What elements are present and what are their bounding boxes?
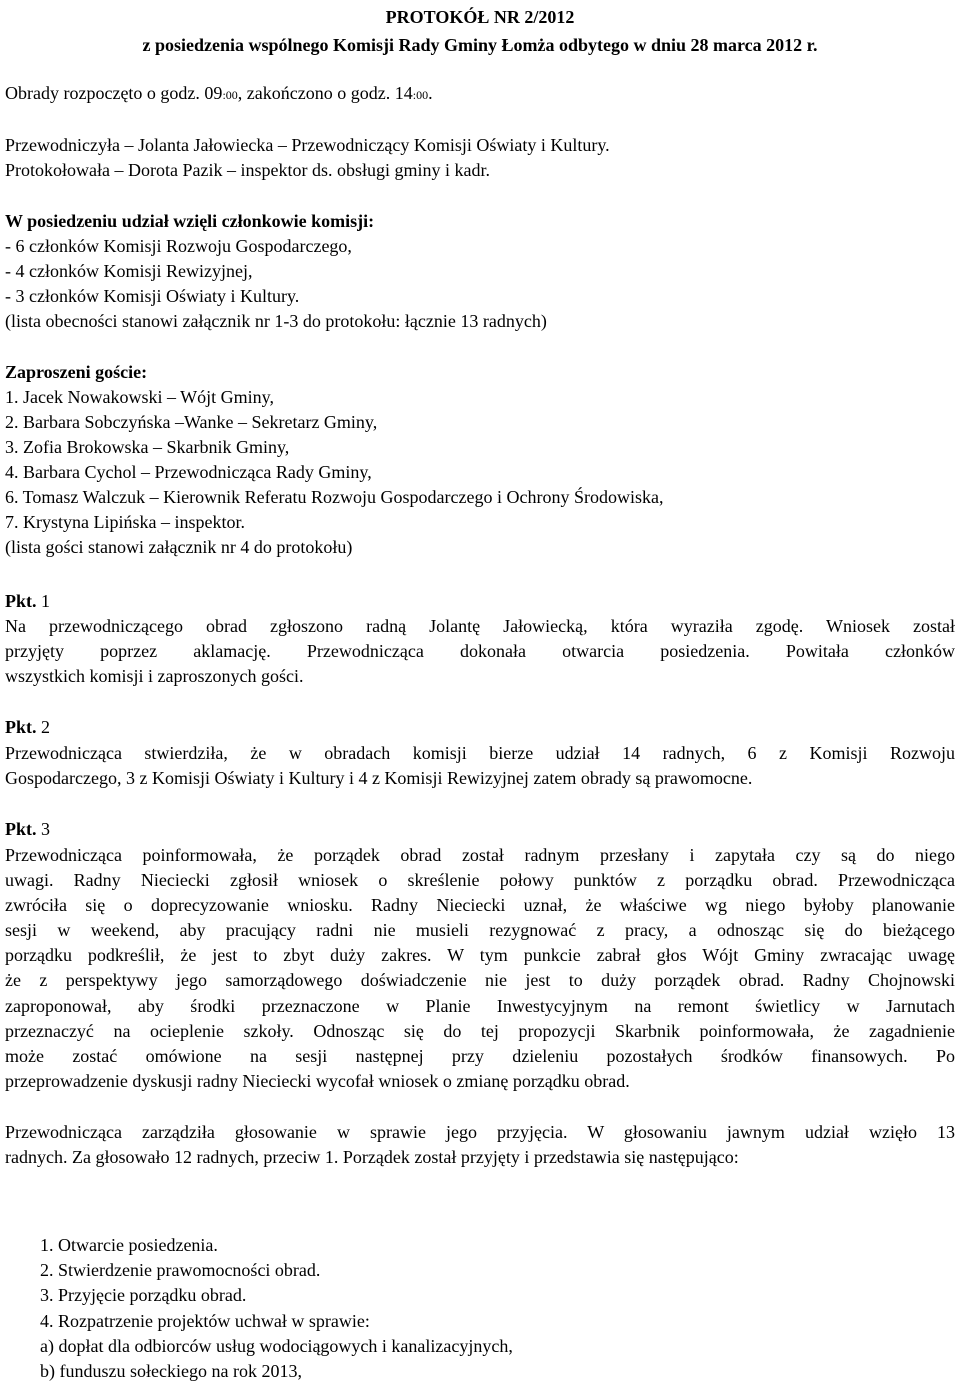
point-label: Pkt. — [5, 591, 37, 611]
voting-text: Przewodnicząca zarządziła głosowanie w sprawie jego przyjęcia. W głosowaniu jawnym udział wzięło 13 — [5, 1122, 955, 1142]
chairperson-line: Przewodniczyła – Jolanta Jałowiecka – Przewodniczący Komisji Oświaty i Kultury. — [5, 135, 610, 155]
point-2-text: Przewodnicząca stwierdziła, że w obradach komisji bierze udział 14 radnych, 6 z Komisji Rozwoju — [5, 743, 955, 763]
agenda-item: 3. Przyjęcie porządku obrad. — [40, 1285, 247, 1305]
point-2-text: Gospodarczego, 3 z Komisji Oświaty i Kultury i 4 z Komisji Rewizyjnej zatem obrady są prawomocne. — [5, 768, 753, 788]
session-start: Obrady rozpoczęto o godz. 09 — [5, 83, 223, 103]
members-item: - 6 członków Komisji Rozwoju Gospodarczego, — [5, 236, 352, 256]
guest-item: 1. Jacek Nowakowski – Wójt Gminy, — [5, 387, 274, 407]
guests-note: (lista gości stanowi załącznik nr 4 do protokołu) — [5, 537, 353, 557]
point-number: 1 — [36, 591, 50, 611]
guests-heading: Zaproszeni goście: — [5, 362, 148, 382]
members-item: - 4 członków Komisji Rewizyjnej, — [5, 261, 253, 281]
point-3-text: zwróciła się o doprecyzowanie wniosku. Radny Nieciecki uznał, że właściwe wg niego byłoby planowanie — [5, 895, 955, 915]
guest-item: 3. Zofia Brokowska – Skarbnik Gminy, — [5, 437, 290, 457]
session-start-minutes: :00 — [222, 88, 238, 102]
point-3-text: uwagi. Radny Nieciecki zgłosił wniosek o skreślenie połowy punktów z porządku obrad. Przewodnicząca — [5, 870, 955, 890]
session-end: , zakończono o godz. 14 — [237, 83, 413, 103]
point-3-text: porządku podkreślił, że jest to zbyt duży zakres. W tym punkcie zabrał głos Wójt Gminy zwracając uwagę — [5, 945, 955, 965]
point-3-text: sesji w weekend, aby pracujący radni nie musieli rezygnować z pracy, a odnosząc się do bieżącego — [5, 920, 955, 940]
point-number: 2 — [36, 717, 50, 737]
point-label: Pkt. — [5, 717, 37, 737]
agenda-item: 4. Rozpatrzenie projektów uchwał w sprawie: — [40, 1311, 370, 1331]
guest-item: 7. Krystyna Lipińska – inspektor. — [5, 512, 245, 532]
point-label: Pkt. — [5, 819, 37, 839]
point-number: 3 — [36, 819, 50, 839]
voting-text: radnych. Za głosowało 12 radnych, przeciw 1. Porządek został przyjęty i przedstawia się następująco: — [5, 1147, 739, 1167]
point-1-heading — [5, 590, 50, 612]
point-1-text: Na przewodniczącego obrad zgłoszono radną Jolantę Jałowiecką, która wyraziła zgodę. Wniosek został — [5, 616, 955, 636]
document-title: PROTOKÓŁ NR 2/2012 — [385, 7, 575, 27]
guest-item: 4. Barbara Cychol – Przewodnicząca Rady Gminy, — [5, 462, 372, 482]
point-3-text: zaproponował, aby środki przeznaczone w Planie Inwestycyjnym na remont świetlicy w Jarnutach — [5, 996, 955, 1016]
agenda-item: a) dopłat dla odbiorców usług wodociągowych i kanalizacyjnych, — [40, 1336, 513, 1356]
agenda-item: 2. Stwierdzenie prawomocności obrad. — [40, 1260, 321, 1280]
point-3-text: Przewodnicząca poinformowała, że porządek obrad został radnym przesłany i zapytała czy są do niego — [5, 845, 955, 865]
point-3-text: może zostać omówione na sesji następnej przy dzieleniu pozostałych środków finansowych. Po — [5, 1046, 955, 1066]
point-1-text: przyjęty poprzez aklamację. Przewodnicząca dokonała otwarcia posiedzenia. Powitała członków — [5, 641, 955, 661]
point-1-text: wszystkich komisji i zaproszonych gości. — [5, 666, 304, 686]
agenda-item: b) funduszu sołeckiego na rok 2013, — [40, 1361, 302, 1381]
point-2-heading — [5, 716, 50, 738]
recorder-line: Protokołowała – Dorota Pazik – inspektor ds. obsługi gminy i kadr. — [5, 160, 490, 180]
session-end-suffix: . — [428, 83, 433, 103]
document-subtitle: z posiedzenia wspólnego Komisji Rady Gminy Łomża odbytego w dniu 28 marca 2012 r. — [142, 35, 818, 55]
guest-item: 6. Tomasz Walczuk – Kierownik Referatu Rozwoju Gospodarczego i Ochrony Środowiska, — [5, 487, 664, 507]
point-3-heading — [5, 818, 50, 840]
point-3-text: przeprowadzenie dyskusji radny Niecieckі wycofał wniosek o zmianę porządku obrad. — [5, 1071, 630, 1091]
session-times — [5, 82, 433, 106]
members-item: - 3 członków Komisji Oświaty i Kultury. — [5, 286, 300, 306]
guest-item: 2. Barbara Sobczyńska –Wanke – Sekretarz Gminy, — [5, 412, 378, 432]
session-end-minutes: :00 — [412, 88, 429, 102]
point-3-text: że z perspektywy jego samorządowego doświadczenie nie jest to duży porządek obrad. Radny Chojnowski — [5, 970, 955, 990]
agenda-item: 1. Otwarcie posiedzenia. — [40, 1235, 218, 1255]
attendance-note: (lista obecności stanowi załącznik nr 1-3 do protokołu: łącznie 13 radnych) — [5, 311, 547, 331]
members-heading: W posiedzeniu udział wzięli członkowie komisji: — [5, 211, 375, 231]
point-3-text: przeznaczyć na ocieplenie szkoły. Odnosząc się do tej propozycji Skarbnik poinformowała, że zagadnienie — [5, 1021, 955, 1041]
